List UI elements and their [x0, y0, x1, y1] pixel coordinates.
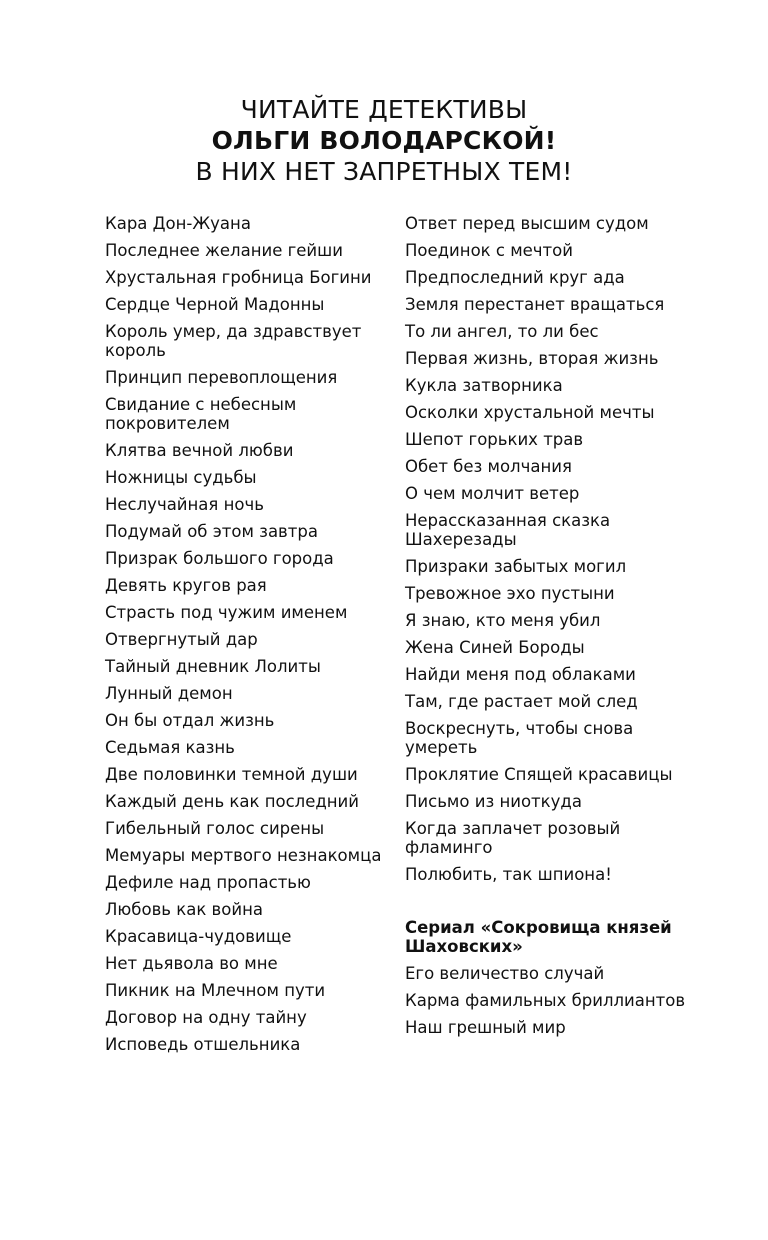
book-title: Когда заплачет розовый фламинго — [405, 819, 621, 857]
header-line-3: В НИХ НЕТ ЗАПРЕТНЫХ ТЕМ! — [195, 157, 573, 186]
book-title: Ответ перед высшим судом — [405, 214, 649, 233]
book-title: Седьмая казнь — [105, 738, 235, 757]
book-title: Король умер, да здравствует король — [105, 322, 362, 360]
book-title: Призраки забытых могил — [405, 557, 627, 576]
book-title: Тревожное эхо пустыни — [405, 584, 615, 603]
book-title: Лунный демон — [105, 684, 233, 703]
book-title: Исповедь отшельника — [105, 1035, 301, 1054]
series-book-title: Его величество случай — [405, 964, 605, 983]
series-book-title: Карма фамильных бриллиантов — [405, 991, 686, 1010]
book-title: Кара Дон-Жуана — [105, 214, 251, 233]
book-title: Ножницы судьбы — [105, 468, 257, 487]
book-title: Письмо из ниоткуда — [405, 792, 582, 811]
book-title: Шепот горьких трав — [405, 430, 584, 449]
series-title: Сериал «Сокровища князей Шаховских» — [405, 918, 672, 956]
header — [0, 94, 768, 187]
book-title: Клятва вечной любви — [105, 441, 294, 460]
book-title: Мемуары мертвого незнакомца — [105, 846, 382, 865]
book-title: Полюбить, так шпиона! — [405, 865, 612, 884]
book-title: Красавица-чудовище — [105, 927, 292, 946]
book-title: Свидание с небесным покровителем — [105, 395, 297, 433]
book-title: Кукла затворника — [405, 376, 563, 395]
book-title: Принцип перевоплощения — [105, 368, 338, 387]
right-column — [405, 214, 705, 1045]
book-title: Пикник на Млечном пути — [105, 981, 326, 1000]
book-title: То ли ангел, то ли бес — [405, 322, 599, 341]
book-title: Последнее желание гейши — [105, 241, 343, 260]
book-title: Каждый день как последний — [105, 792, 359, 811]
book-title: Там, где растает мой след — [405, 692, 638, 711]
book-title: Жена Синей Бороды — [405, 638, 585, 657]
book-title: Договор на одну тайну — [105, 1008, 307, 1027]
book-title: Отвергнутый дар — [105, 630, 258, 649]
header-author: ОЛЬГИ ВОЛОДАРСКОЙ! — [211, 126, 557, 155]
series-book-title: Наш грешный мир — [405, 1018, 566, 1037]
header-line-1: ЧИТАЙТЕ ДЕТЕКТИВЫ — [240, 95, 528, 124]
book-title: Воскреснуть, чтобы снова умереть — [405, 719, 634, 757]
book-title: Он бы отдал жизнь — [105, 711, 275, 730]
book-title: Девять кругов рая — [105, 576, 267, 595]
book-title: Призрак большого города — [105, 549, 334, 568]
book-title: Хрустальная гробница Богини — [105, 268, 372, 287]
book-title: Сердце Черной Мадонны — [105, 295, 325, 314]
book-title: О чем молчит ветер — [405, 484, 580, 503]
book-title: Две половинки темной души — [105, 765, 358, 784]
book-title: Страсть под чужим именем — [105, 603, 348, 622]
book-title: Проклятие Спящей красавицы — [405, 765, 673, 784]
book-title: Предпоследний круг ада — [405, 268, 625, 287]
book-title: Гибельный голос сирены — [105, 819, 325, 838]
book-title: Тайный дневник Лолиты — [105, 657, 321, 676]
book-title: Нет дьявола во мне — [105, 954, 278, 973]
book-title: Неслучайная ночь — [105, 495, 264, 514]
book-title: Дефиле над пропастью — [105, 873, 311, 892]
book-title: Подумай об этом завтра — [105, 522, 318, 541]
book-title: Земля перестанет вращаться — [405, 295, 665, 314]
book-title: Поединок с мечтой — [405, 241, 573, 260]
book-title: Первая жизнь, вторая жизнь — [405, 349, 659, 368]
book-title: Обет без молчания — [405, 457, 572, 476]
book-title: Найди меня под облаками — [405, 665, 636, 684]
book-title: Я знаю, кто меня убил — [405, 611, 601, 630]
book-title: Любовь как война — [105, 900, 263, 919]
book-title: Нерассказанная сказка Шахерезады — [405, 511, 611, 549]
book-title: Осколки хрустальной мечты — [405, 403, 655, 422]
left-column — [105, 214, 395, 1062]
